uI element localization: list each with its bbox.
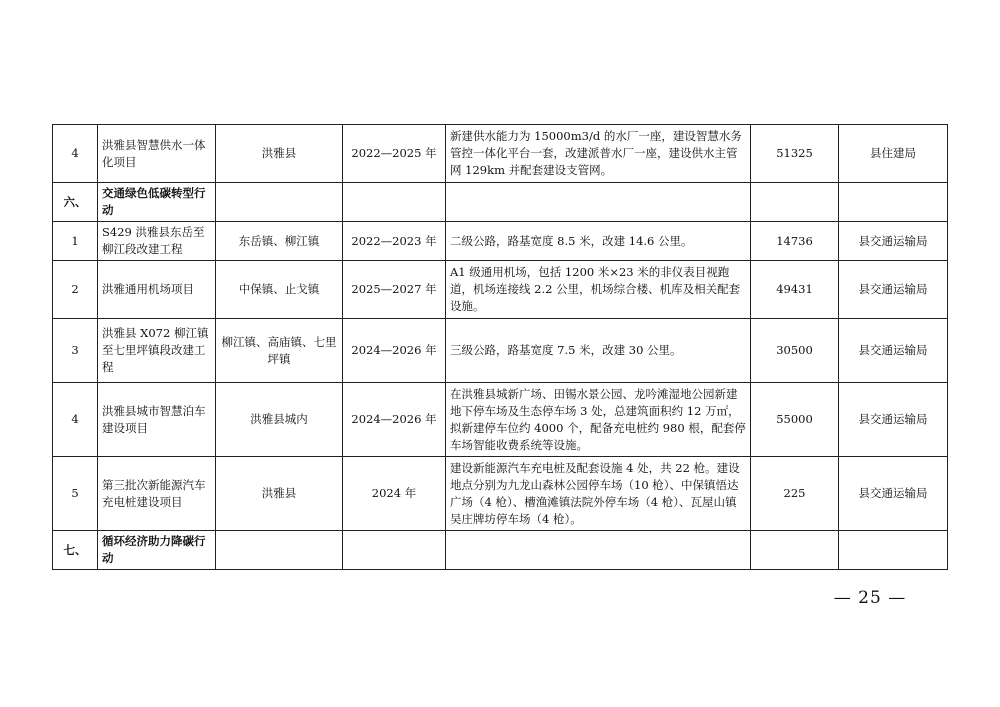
project-location: 洪雅县城内 [216,383,343,457]
project-period: 2022—2025 年 [343,125,446,183]
project-name: 第三批次新能源汽车充电桩建设项目 [98,457,216,531]
section-number: 六、 [53,183,98,222]
project-name: 洪雅县 X072 柳江镇至七里坪镇段改建工程 [98,319,216,383]
section-row [53,531,948,570]
project-period: 2025—2027 年 [343,261,446,319]
table-row [53,261,948,319]
project-location: 柳江镇、高庙镇、七里坪镇 [216,319,343,383]
project-table [52,124,948,570]
project-location: 中保镇、止戈镇 [216,261,343,319]
project-investment: 51325 [751,125,839,183]
project-period: 2024—2026 年 [343,319,446,383]
project-name: S429 洪雅县东岳至柳江段改建工程 [98,222,216,261]
table-row [53,222,948,261]
project-name: 洪雅通用机场项目 [98,261,216,319]
table-row [53,319,948,383]
row-number: 1 [53,222,98,261]
responsible-unit: 县交通运输局 [839,383,948,457]
project-name: 洪雅县城市智慧泊车建设项目 [98,383,216,457]
section-row [53,183,948,222]
responsible-unit: 县交通运输局 [839,222,948,261]
empty-cell [446,183,751,222]
project-content: 在洪雅县城新广场、田锡水景公园、龙吟滩湿地公园新建地下停车场及生态停车场 3 处，总建筑面积约 12 万㎡，拟新建停车位约 4000 个，配备充电桩约 980 根，配套停车场智能收费系统等设施。 [446,383,751,457]
empty-cell [839,183,948,222]
project-content: 建设新能源汽车充电桩及配套设施 4 处，共 22 枪。建设地点分别为九龙山森林公园停车场（10 枪）、中保镇悟达广场（4 枪）、槽渔滩镇法院外停车场（4 枪）、瓦屋山镇吴庄牌坊停车场（4 枪）。 [446,457,751,531]
empty-cell [751,531,839,570]
empty-cell [446,531,751,570]
project-content: 新建供水能力为 15000m3/d 的水厂一座，建设智慧水务管控一体化平台一套，改建派普水厂一座，建设供水主管网 129km 并配套建设支管网。 [446,125,751,183]
row-number: 4 [53,125,98,183]
project-content: 三级公路，路基宽度 7.5 米，改建 30 公里。 [446,319,751,383]
responsible-unit: 县交通运输局 [839,261,948,319]
project-content: 二级公路，路基宽度 8.5 米，改建 14.6 公里。 [446,222,751,261]
project-name: 洪雅县智慧供水一体化项目 [98,125,216,183]
project-period: 2024—2026 年 [343,383,446,457]
project-investment: 49431 [751,261,839,319]
row-number: 4 [53,383,98,457]
row-number: 2 [53,261,98,319]
project-location: 洪雅县 [216,125,343,183]
table-row [53,125,948,183]
project-investment: 14736 [751,222,839,261]
row-number: 3 [53,319,98,383]
responsible-unit: 县交通运输局 [839,457,948,531]
responsible-unit: 县住建局 [839,125,948,183]
empty-cell [343,531,446,570]
project-location: 洪雅县 [216,457,343,531]
section-title: 循环经济助力降碳行动 [98,531,216,570]
project-location: 东岳镇、柳江镇 [216,222,343,261]
section-title: 交通绿色低碳转型行动 [98,183,216,222]
page-number: — 25 — [833,588,907,608]
empty-cell [216,531,343,570]
empty-cell [216,183,343,222]
empty-cell [343,183,446,222]
empty-cell [751,183,839,222]
table-row [53,457,948,531]
row-number: 5 [53,457,98,531]
empty-cell [839,531,948,570]
project-period: 2024 年 [343,457,446,531]
project-investment: 30500 [751,319,839,383]
responsible-unit: 县交通运输局 [839,319,948,383]
table-row [53,383,948,457]
project-investment: 225 [751,457,839,531]
project-investment: 55000 [751,383,839,457]
section-number: 七、 [53,531,98,570]
project-content: A1 级通用机场，包括 1200 米×23 米的非仪表目视跑道，机场连接线 2.2 公里，机场综合楼、机库及相关配套设施。 [446,261,751,319]
project-period: 2022—2023 年 [343,222,446,261]
